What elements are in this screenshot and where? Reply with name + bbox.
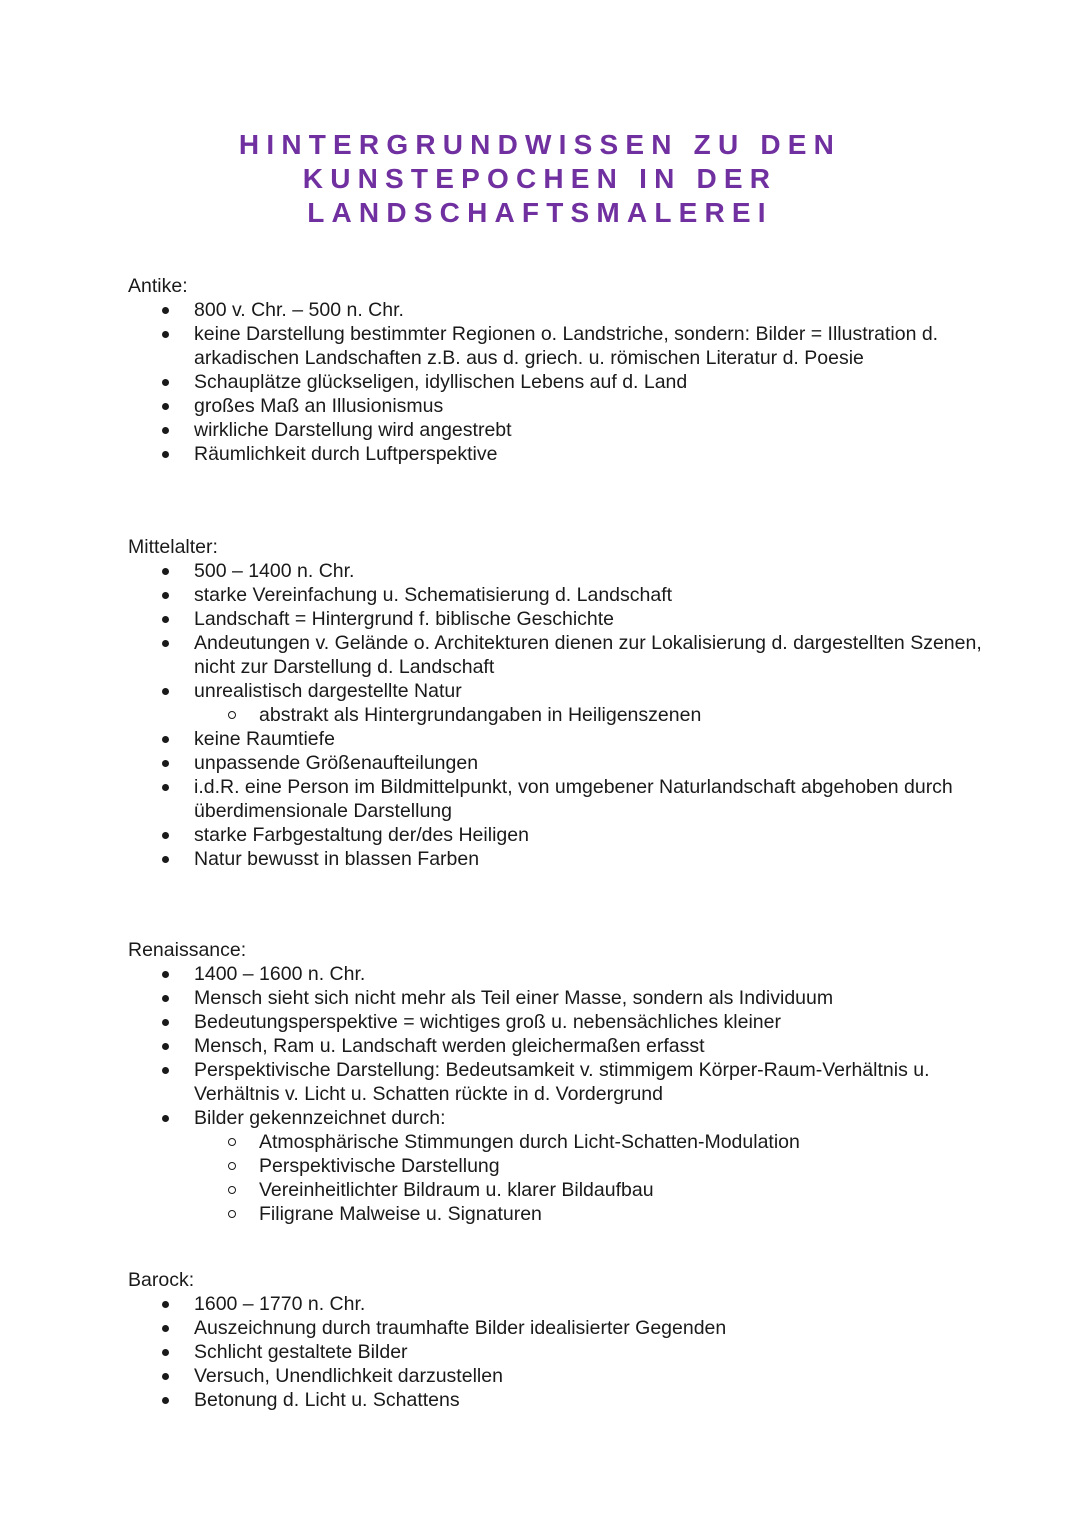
sub-list-item [129,1178,988,1202]
title-line-3: LANDSCHAFTSMALEREI [307,197,773,228]
section-mittelalter [128,535,988,871]
circle-bullet-icon [228,1210,236,1218]
list-item-text: 500 – 1400 n. Chr. [194,560,355,582]
sub-list-item-text: Perspektivische Darstellung [259,1155,500,1177]
list-item-text: keine Darstellung bestimmter Regionen o. Landstriche, sondern: Bilder = Illustration d. arkadischen Landschaften z.B. aus d. griech. u. römischen Literatur d. Poesie [194,323,939,369]
bullet-icon [162,1325,169,1332]
bullet-icon [162,1301,169,1308]
list-item-text: Andeutungen v. Gelände o. Architekturen dienen zur Lokalisierung d. dargestellten Szenen, nicht zur Darstellung d. Landschaft [194,632,982,678]
list-item [128,775,988,823]
circle-bullet-icon [228,1162,236,1170]
list-item [128,679,988,727]
list-item-text: 1400 – 1600 n. Chr. [194,963,366,985]
list-item [128,847,988,871]
list-item-text: Betonung d. Licht u. Schattens [194,1389,460,1411]
list-item [128,1034,988,1058]
list-item-text: Schauplätze glückseligen, idyllischen Lebens auf d. Land [194,371,688,393]
list-item-text: Räumlichkeit durch Luftperspektive [194,443,498,465]
list-item [128,322,988,370]
sub-list [194,703,988,727]
bullet-icon [162,1373,169,1380]
bullet-icon [162,568,169,575]
list-item-text: 1600 – 1770 n. Chr. [194,1293,366,1315]
bullet-icon [162,856,169,863]
list-item [128,751,988,775]
sub-list-item-text: Atmosphärische Stimmungen durch Licht-Schatten-Modulation [259,1131,800,1153]
sub-list-item [129,1202,988,1226]
list-item [128,1316,988,1340]
list-item [128,583,988,607]
sub-list-item [129,1154,988,1178]
bullet-icon [162,427,169,434]
title-line-2: KUNSTEPOCHEN IN DER [302,163,778,194]
list-item [128,298,988,322]
bullet-icon [162,736,169,743]
circle-bullet-icon [228,711,236,719]
bullet-icon [162,307,169,314]
list-item [128,442,988,466]
section-heading: Antike: [128,275,188,297]
section-heading: Renaissance: [128,939,247,961]
list-item-text: 800 v. Chr. – 500 n. Chr. [194,299,404,321]
bullet-icon [162,832,169,839]
list-item [128,1106,988,1226]
section-renaissance [128,938,988,1226]
list-item [128,418,988,442]
list-item-text: großes Maß an Illusionismus [194,395,444,417]
list-item-text: Versuch, Unendlichkeit darzustellen [194,1365,503,1387]
list-item [128,727,988,751]
list-item-text: i.d.R. eine Person im Bildmittelpunkt, von umgebener Naturlandschaft abgehoben durch überdimensionale Darstellung [194,776,953,822]
bullet-list [128,559,988,871]
list-item [128,559,988,583]
list-item-text: wirkliche Darstellung wird angestrebt [194,419,512,441]
bullet-list [128,962,988,1226]
sub-list-item-text: abstrakt als Hintergrundangaben in Heiligenszenen [259,704,702,726]
bullet-icon [162,995,169,1002]
list-item-text: Mensch sieht sich nicht mehr als Teil einer Masse, sondern als Individuum [194,987,834,1009]
bullet-icon [162,971,169,978]
sub-list-item [129,1130,988,1154]
list-item [128,1340,988,1364]
list-item-text: Auszeichnung durch traumhafte Bilder idealisierter Gegenden [194,1317,727,1339]
list-item [128,1364,988,1388]
bullet-icon [162,1019,169,1026]
bullet-icon [162,760,169,767]
list-item [128,1292,988,1316]
list-item [128,607,988,631]
bullet-icon [162,616,169,623]
bullet-icon [162,1115,169,1122]
list-item-text: starke Farbgestaltung der/des Heiligen [194,824,529,846]
list-item-text: Schlicht gestaltete Bilder [194,1341,408,1363]
bullet-icon [162,451,169,458]
list-item [128,1010,988,1034]
circle-bullet-icon [228,1186,236,1194]
list-item [128,962,988,986]
section-heading: Mittelalter: [128,536,218,558]
bullet-icon [162,379,169,386]
bullet-icon [162,403,169,410]
bullet-list [128,1292,988,1412]
section-heading: Barock: [128,1269,195,1291]
bullet-list [128,298,988,466]
sub-list [194,1130,988,1226]
bullet-icon [162,1043,169,1050]
list-item [128,631,988,679]
list-item-text: starke Vereinfachung u. Schematisierung d. Landschaft [194,584,673,606]
list-item [128,394,988,418]
list-item-text: Bilder gekennzeichnet durch: [194,1107,446,1129]
bullet-icon [162,331,169,338]
list-item [128,986,988,1010]
bullet-icon [162,1349,169,1356]
title-line-1: HINTERGRUNDWISSEN ZU DEN [238,129,842,160]
bullet-icon [162,1067,169,1074]
section-barock [128,1268,988,1412]
list-item-text: keine Raumtiefe [194,728,335,750]
list-item-text: Bedeutungsperspektive = wichtiges groß u. nebensächliches kleiner [194,1011,781,1033]
bullet-icon [162,688,169,695]
list-item-text: Mensch, Ram u. Landschaft werden gleichermaßen erfasst [194,1035,705,1057]
list-item-text: unrealistisch dargestellte Natur [194,680,462,702]
list-item-text: unpassende Größenaufteilungen [194,752,479,774]
list-item [128,1388,988,1412]
bullet-icon [162,784,169,791]
list-item [128,823,988,847]
list-item-text: Natur bewusst in blassen Farben [194,848,480,870]
sub-list-item [129,703,988,727]
circle-bullet-icon [228,1138,236,1146]
bullet-icon [162,640,169,647]
bullet-icon [162,592,169,599]
list-item [128,1058,988,1106]
list-item [128,370,988,394]
sub-list-item-text: Filigrane Malweise u. Signaturen [259,1203,542,1225]
list-item-text: Perspektivische Darstellung: Bedeutsamkeit v. stimmigem Körper-Raum-Verhältnis u. Verhältnis v. Licht u. Schatten rückte in d. Vordergrund [194,1059,930,1105]
bullet-icon [162,1397,169,1404]
section-antike [128,274,988,466]
document-title [0,128,1080,230]
sub-list-item-text: Vereinheitlichter Bildraum u. klarer Bildaufbau [259,1179,654,1201]
list-item-text: Landschaft = Hintergrund f. biblische Geschichte [194,608,615,630]
